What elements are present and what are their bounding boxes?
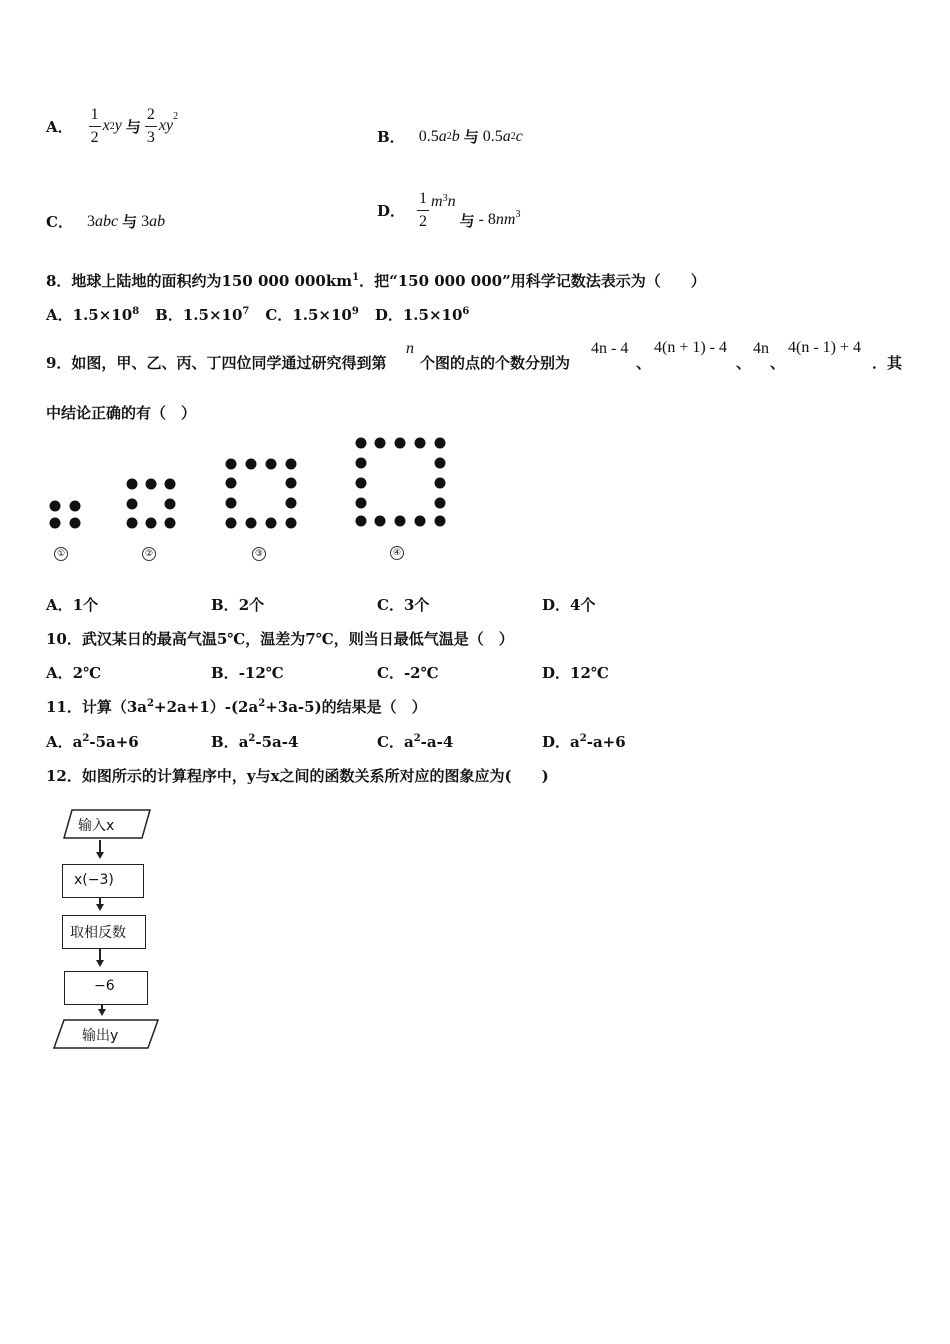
flow-connector: [99, 948, 101, 960]
q10-option-b: B．-12℃: [211, 664, 284, 682]
flow-input-label: 输入x: [78, 818, 115, 834]
q8-option-c: C．$1.5\times 10^9$: [265, 306, 359, 324]
q9-expr-2: 4(n + 1) - 4: [654, 339, 728, 356]
q9-stem-line2: 中结论正确的有（ ）: [46, 404, 197, 422]
q9-stem: 9．如图，甲、乙、丙、丁四位同学通过研究得到第: [46, 354, 387, 372]
math-term: y: [114, 117, 122, 134]
q10-option-a: A．2℃: [46, 664, 102, 682]
option-label: A．: [46, 117, 73, 136]
conjunction: 与: [459, 211, 475, 230]
flow-step-subtract-label: −6: [94, 978, 115, 994]
math-term: xy: [158, 117, 174, 134]
flow-step-multiply-label: x(−3): [74, 872, 114, 888]
q9-option-d: D．4个: [542, 596, 596, 614]
q9-figure-label-4: ④: [390, 546, 404, 560]
math-term: n: [447, 193, 456, 210]
flow-output-label: 输出y: [82, 1028, 119, 1044]
q9-n: n: [406, 340, 414, 357]
flow-arrow: [96, 852, 104, 859]
option-label: D．: [377, 201, 406, 220]
q12-stem: 12．如图所示的计算程序中，y与x之间的函数关系所对应的图象应为( ): [46, 767, 549, 785]
exponent: 3: [515, 208, 521, 220]
conjunction: 与: [463, 128, 479, 146]
q9-option-b: B．2个: [211, 596, 265, 614]
q7-option-c: [46, 211, 165, 232]
flow-arrow: [96, 960, 104, 967]
q8-option-b: B．$1.5\times 10^7$: [155, 306, 250, 324]
math-term: 3: [86, 212, 95, 230]
q11-option-a: A．$a^2-5a+6$: [46, 733, 139, 751]
conjunction: 与: [122, 213, 138, 231]
figure-2: [127, 479, 176, 529]
q9-option-a: A．1个: [46, 596, 99, 614]
flow-arrow: [98, 1009, 106, 1016]
math-term: 3: [141, 212, 150, 230]
q8-option-d: D．$1.5\times 10^6$: [374, 306, 470, 324]
q9-option-c: C．3个: [377, 596, 430, 614]
q9-expr-4: 4(n - 1) + 4: [788, 339, 862, 356]
q8-stem: 8．地球上陆地的面积约为150 000 $000km^1$．把“150 000 000”用科学记数法表示为（ ）: [46, 272, 706, 290]
flow-step-negate-label: 取相反数: [70, 925, 126, 941]
q9-stem-b: 个图的点的个数分别为: [420, 354, 571, 372]
q11-option-b: B．$a^2-5a-4$: [211, 733, 299, 751]
q10-option-c: C．-2℃: [377, 664, 439, 682]
flow-arrow: [96, 904, 104, 911]
math-term: 0.5: [482, 127, 503, 145]
q9-sep-2: 、: [736, 354, 752, 372]
math-term: x: [102, 117, 110, 134]
q9-sep-1: 、: [636, 354, 652, 372]
conjunction: 与: [125, 117, 141, 136]
flow-connector: [99, 840, 101, 852]
exponent: 2: [173, 110, 179, 122]
q9-expr-3: 4n: [753, 340, 769, 357]
math-term: ab: [149, 212, 166, 230]
figure-4: [356, 438, 446, 527]
math-term: a: [502, 127, 511, 145]
q9-figure-label-3: ③: [252, 547, 266, 561]
q9-stem-c: ．其: [872, 354, 903, 372]
q9-sep-3: 、: [770, 354, 786, 372]
exponent: 3: [442, 192, 448, 204]
q11-option-d: D．$a^2-a+6$: [542, 733, 626, 751]
math-term: c: [515, 127, 523, 145]
math-term: m: [431, 193, 443, 210]
q10-option-d: D．12℃: [542, 664, 609, 682]
q8-option-a: A．$1.5\times 10^8$: [46, 306, 140, 324]
fraction: $\frac{1}{2}$: [419, 189, 428, 230]
math-term: nm: [495, 211, 516, 228]
q8-options: [46, 304, 469, 325]
q7-option-b: [377, 126, 523, 147]
q10-stem: 10．武汉某日的最高气温5℃，温差为7℃，则当日最低气温是（ ）: [46, 630, 514, 648]
exponent: 2: [109, 120, 115, 132]
q9-expr-1: 4n - 4: [591, 340, 629, 357]
math-term: abc: [94, 212, 119, 230]
exponent: 2: [510, 131, 516, 142]
q9-figure-label-2: ②: [142, 547, 156, 561]
option-label: B．: [377, 128, 405, 146]
figure-1: [50, 501, 81, 529]
q11-stem: 11．计算$(3a^2+2a+1)-(2a^2+3a-5)$的结果是（ ）: [46, 698, 427, 716]
fraction: $\frac{1}{2}$: [90, 105, 99, 146]
q7-option-a: [46, 104, 178, 148]
q9-figure-label-1: ①: [54, 547, 68, 561]
math-term: a: [438, 127, 447, 145]
math-term: 0.5: [418, 127, 439, 145]
q7-option-d: [377, 188, 520, 232]
figure-3: [226, 459, 297, 529]
q11-option-c: C．$a^2-a-4$: [377, 733, 454, 751]
math-term: b: [451, 127, 460, 145]
exponent: 2: [446, 131, 452, 142]
option-label: C．: [46, 213, 73, 231]
math-term: - 8: [478, 211, 496, 228]
fraction: $\frac{2}{3}$: [146, 105, 155, 146]
